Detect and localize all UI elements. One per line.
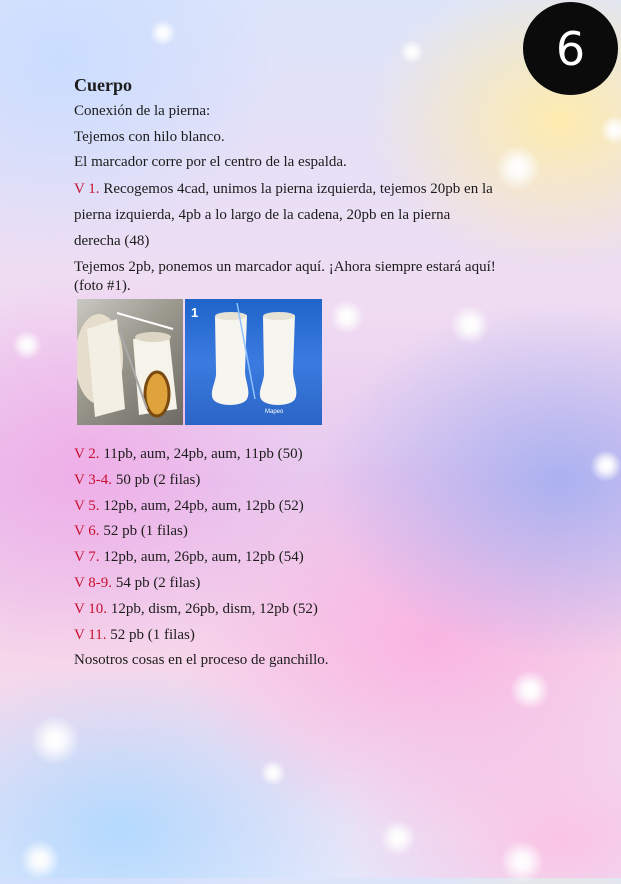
row-text: 12pb, aum, 24pb, aum, 12pb (52) <box>99 497 304 514</box>
intro-line: El marcador corre por el centro de la espalda. <box>74 154 347 171</box>
sparkle-decoration <box>20 840 60 880</box>
row-text: 50 pb (2 filas) <box>112 471 201 488</box>
row-label: V 6. <box>74 523 100 540</box>
row-label: V 1. <box>74 181 100 198</box>
row-item <box>74 545 329 571</box>
sparkle-decoration <box>260 760 286 786</box>
sparkle-decoration <box>330 300 364 334</box>
row-text: 11pb, aum, 24pb, aum, 11pb (50) <box>99 446 303 462</box>
row-item <box>74 519 329 545</box>
row-text: Recogemos 4cad, unimos la pierna izquierda, tejemos 20pb en la <box>103 181 493 198</box>
photo-1 <box>77 299 322 425</box>
row-label: V 11. <box>74 626 107 643</box>
section-title: Cuerpo <box>74 75 132 95</box>
row-item <box>74 623 329 649</box>
legs-illustration <box>185 299 322 425</box>
row-text: derecha (48) <box>74 233 150 250</box>
row-text: 52 pb (1 filas) <box>106 626 195 643</box>
sparkle-decoration <box>600 115 621 145</box>
star-decoration <box>606 462 609 465</box>
section-content <box>74 74 554 296</box>
sparkle-decoration <box>380 820 416 856</box>
row-label: V 3-4. <box>74 471 113 488</box>
row-label: V 8-9. <box>74 574 113 591</box>
photo-legs <box>185 299 322 425</box>
page-number: 6 <box>555 21 586 76</box>
row-text: 52 pb (1 filas) <box>99 523 188 540</box>
row-item <box>74 597 329 623</box>
row-v1 <box>74 176 554 254</box>
note-line: (foto #1). <box>74 278 131 295</box>
rounds-list <box>74 442 329 674</box>
row-item <box>74 442 329 468</box>
row-text: 54 pb (2 filas) <box>112 574 201 591</box>
row-text: 12pb, aum, 26pb, aum, 12pb (54) <box>99 549 304 566</box>
intro-line: Conexión de la pierna: <box>74 103 211 119</box>
row-text: 12pb, dism, 26pb, dism, 12pb (52) <box>107 600 318 617</box>
row-label: V 5. <box>74 497 100 514</box>
row-item <box>74 494 329 520</box>
star-decoration <box>530 688 533 691</box>
star-decoration <box>52 738 55 741</box>
intro-line: Tejemos con hilo blanco. <box>74 128 225 145</box>
photo-caption: Mapeo <box>265 409 284 415</box>
marker-note <box>74 258 554 296</box>
sparkle-decoration <box>590 450 621 482</box>
photo-hands-crochet <box>77 299 183 425</box>
sparkle-decoration <box>150 20 176 46</box>
sparkle-decoration <box>12 330 42 360</box>
sparkle-decoration <box>400 40 424 64</box>
sparkle-decoration <box>500 840 544 884</box>
row-label: V 7. <box>74 549 100 566</box>
star-decoration <box>470 323 473 326</box>
row-item <box>74 571 329 597</box>
note-line: Tejemos 2pb, ponemos un marcador aquí. ¡Ahora siempre estará aquí! <box>74 259 496 276</box>
crochet-piece-illustration <box>77 299 183 425</box>
row-label: V 2. <box>74 446 100 462</box>
row-item <box>74 468 329 494</box>
sparkle-decoration <box>30 715 80 765</box>
row-label: V 10. <box>74 600 108 617</box>
photo-number-label: 1 <box>191 305 199 320</box>
row-text: pierna izquierda, 4pb a lo largo de la cadena, 20pb en la pierna <box>74 207 451 224</box>
closing-line: Nosotros cosas en el proceso de ganchillo. <box>74 652 329 669</box>
